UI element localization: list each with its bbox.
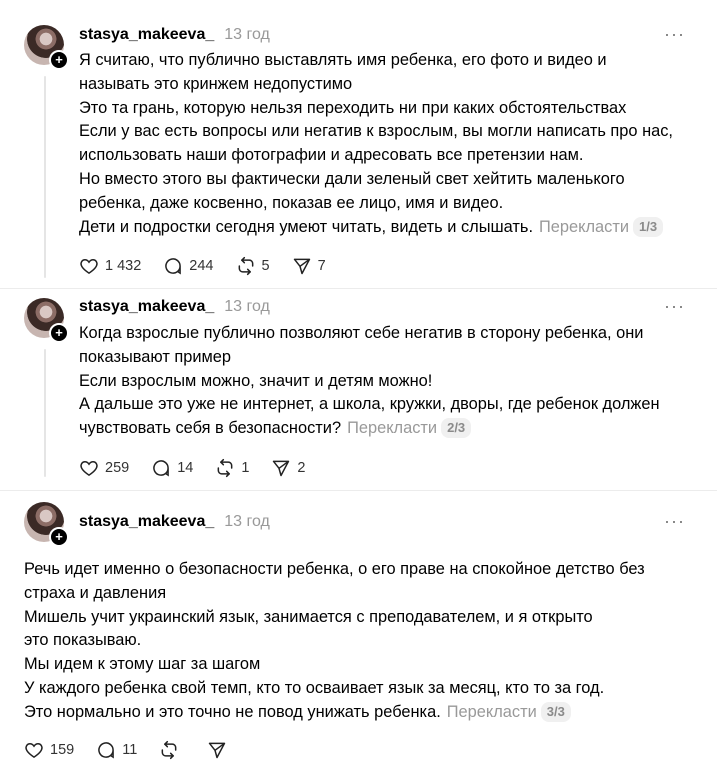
avatar[interactable] bbox=[24, 502, 64, 542]
post-time: 13 год bbox=[224, 513, 270, 530]
post-line: У каждого ребенка свой темп, кто то осваивает язык за месяц, кто то за год. bbox=[24, 678, 605, 697]
post-line: А дальше это уже не интернет, а школа, кружки, дворы, где ребенок должен bbox=[79, 395, 660, 414]
follow-plus-icon[interactable]: + bbox=[49, 50, 69, 70]
post-line: Дети и подростки сегодня умеют читать, видеть и слышать. bbox=[79, 217, 534, 236]
post-line: Если у вас есть вопросы или негатив к взрослым, вы могли написать про нас, bbox=[79, 122, 673, 141]
repost-button[interactable] bbox=[159, 740, 185, 760]
post-line: ребенка, даже косвенно, показав ее лицо, имя и видео. bbox=[79, 193, 504, 212]
post-line: Я считаю, что публично выставлять имя ребенка, его фото и видео и bbox=[79, 51, 607, 69]
repost-icon bbox=[159, 740, 179, 760]
repost-count: 5 bbox=[261, 258, 270, 274]
post-time: 13 год bbox=[224, 26, 270, 43]
more-options-icon[interactable]: ··· bbox=[664, 24, 685, 44]
post-line: Мишель учит украинский язык, занимается с преподавателем, и я открыто bbox=[24, 607, 593, 626]
post-line: чувствовать себя в безопасности? bbox=[79, 419, 342, 438]
follow-plus-icon[interactable]: + bbox=[49, 323, 69, 343]
send-icon bbox=[207, 740, 227, 760]
heart-icon bbox=[24, 740, 44, 760]
username[interactable]: stasya_makeeva_ bbox=[79, 26, 215, 43]
reply-count: 244 bbox=[189, 258, 214, 274]
post-line: показывают пример bbox=[79, 347, 232, 366]
share-count: 7 bbox=[317, 258, 326, 274]
post-line: Когда взрослые публично позволяют себе негатив в сторону ребенка, они bbox=[79, 324, 644, 342]
thread-page-badge: 3/3 bbox=[541, 702, 571, 722]
more-options-icon[interactable]: ··· bbox=[664, 296, 685, 316]
like-count: 259 bbox=[105, 460, 130, 476]
post-line: Это нормально и это точно не повод унижать ребенка. bbox=[24, 702, 441, 721]
post-line: Это та грань, которую нельзя переходить ни при каких обстоятельствах bbox=[79, 98, 627, 117]
comment-icon bbox=[96, 740, 116, 760]
reply-button[interactable] bbox=[96, 740, 137, 760]
like-count: 1 432 bbox=[105, 258, 142, 274]
translate-link[interactable]: Перекласти bbox=[539, 217, 630, 236]
post-line: Речь идет именно о безопасности ребенка, о его праве на спокойное детство без bbox=[24, 560, 645, 578]
share-button[interactable] bbox=[207, 740, 233, 760]
post-time: 13 год bbox=[224, 298, 270, 315]
username[interactable]: stasya_makeeva_ bbox=[79, 298, 215, 315]
follow-plus-icon[interactable]: + bbox=[49, 527, 69, 547]
post-line: это показываю. bbox=[24, 631, 142, 650]
like-button[interactable] bbox=[24, 740, 74, 760]
post-text bbox=[24, 558, 645, 725]
like-count: 159 bbox=[50, 742, 75, 758]
thread-page-badge: 2/3 bbox=[441, 418, 471, 438]
post-line: называть это кринжем недопустимо bbox=[79, 74, 353, 93]
translate-link[interactable]: Перекласти bbox=[347, 419, 438, 438]
username[interactable]: stasya_makeeva_ bbox=[79, 513, 215, 530]
reply-count: 14 bbox=[177, 460, 194, 476]
share-count: 2 bbox=[297, 460, 306, 476]
post-line: Мы идем к этому шаг за шагом bbox=[24, 655, 261, 674]
reply-count: 11 bbox=[122, 742, 138, 758]
repost-count: 1 bbox=[241, 460, 250, 476]
thread-page-badge: 1/3 bbox=[633, 217, 663, 237]
translate-link[interactable]: Перекласти bbox=[446, 702, 537, 721]
post-line: использовать наши фотографии и адресовать все претензии нам. bbox=[79, 146, 584, 165]
post-line: страха и давления bbox=[24, 583, 167, 602]
post-line: Если взрослым можно, значит и детям можно! bbox=[79, 371, 433, 390]
post-line: Но вместо этого вы фактически дали зеленый свет хейтить маленького bbox=[79, 169, 625, 188]
more-options-icon[interactable]: ··· bbox=[664, 511, 685, 531]
